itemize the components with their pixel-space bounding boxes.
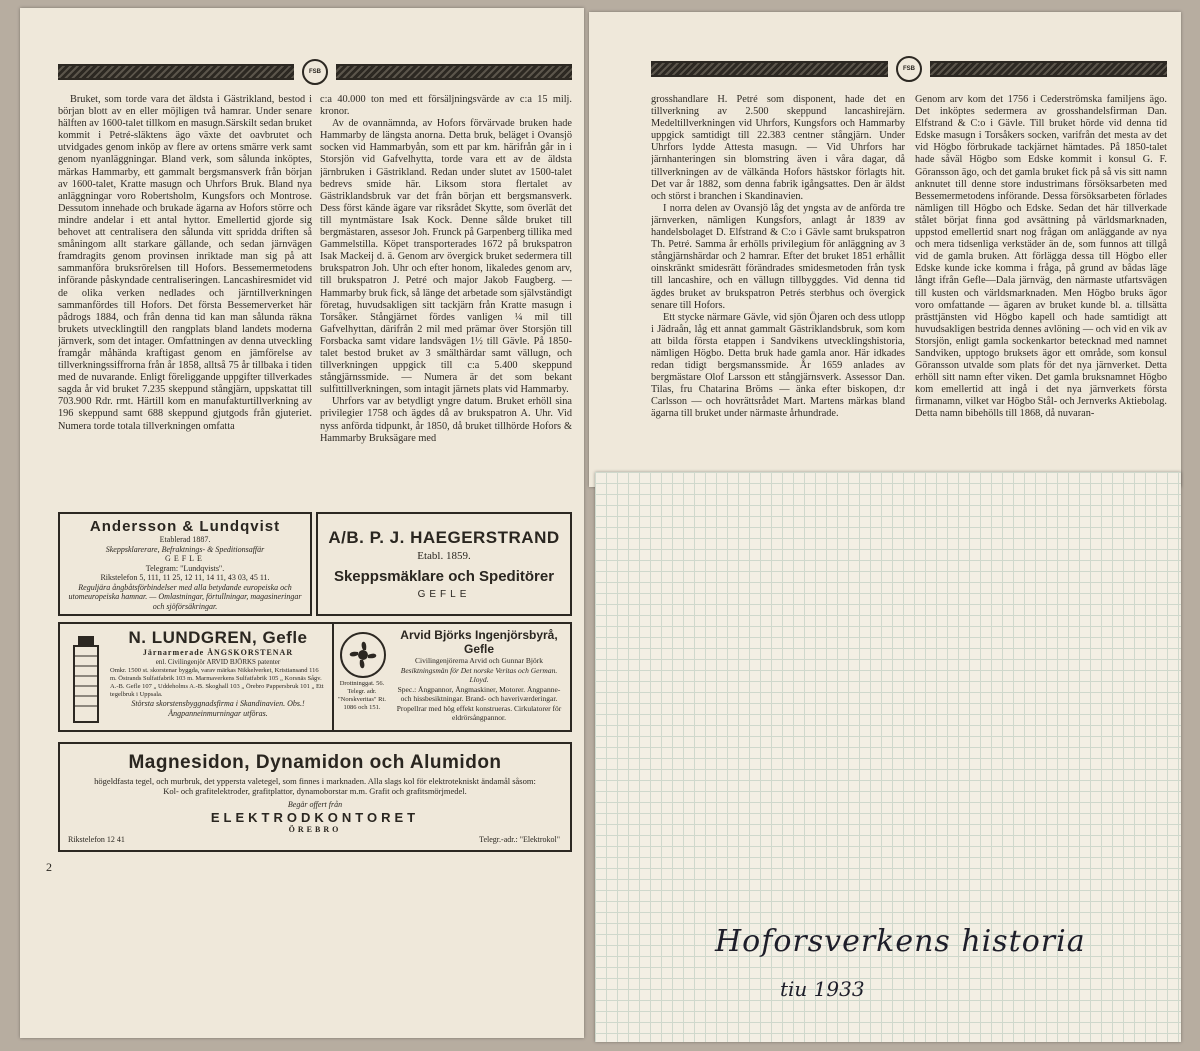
- ad-city: GEFLE: [417, 589, 471, 600]
- ad-city: GEFLE: [165, 554, 205, 563]
- page-number: 2: [46, 860, 52, 874]
- fsb-seal-icon: FSB: [896, 56, 922, 82]
- ad-telegram: Telegr.-adr.: "Elektrokol": [479, 834, 560, 844]
- ad-established: Etabl. 1859.: [417, 550, 471, 562]
- ad-elektrodkontoret: [58, 742, 572, 852]
- ad-slogan: Största skorstensbyggnadsfirma i Skandinavien. Obs.! Ångpanneinmurningar utföras.: [131, 699, 305, 718]
- handwritten-date: tiu 1933: [780, 977, 865, 1001]
- left-col-2: [320, 94, 572, 508]
- ad-company: ELEKTRODKONTORET: [210, 809, 420, 825]
- ad-subtitle: Järnarmerade ÅNGSKORSTENAR: [142, 648, 294, 657]
- ad-title: Andersson & Lundqvist: [89, 518, 281, 535]
- ad-trade: Skeppsmäklare och Speditörer: [333, 568, 555, 585]
- left-col-1: [58, 94, 312, 508]
- ad-owners: Civilingenjörerna Arvid och Gunnar Björk: [415, 656, 543, 665]
- paragraph: Ett stycke närmare Gävle, vid sjön Öjaren och dess utlopp i Jädraån, låg ett annat gammalt Gästriklandsbruk, som kom att bilda första etappen i Sandvikens utvecklingshistoria, nämligen Högbo. Detta bruk hade gamla anor. Här idkades redan tidigt bergsmanssmide. År 1659 anlades av bergmästare Olof Larsson ett stångjärnsverk. Assessor Dan. Tilas, fru Chatarina Bröms — änka efter biskopen, d:r Carlsson — och hovrättsrådet Mart. Martens märkas bland ägarna till bruket under närmaste århundrade.: [651, 311, 905, 420]
- header-ornament: [651, 60, 1167, 78]
- paragraph: grosshandlare H. Petré som disponent, hade det en tillverkning av 2.500 skeppund lancashirejärn. Medeltillverkningen vid Uhrfors, Kungsfors och Hammarby uppgick samtidigt till 22.383 centner stångjärn. Under Uhrfors lydde Attesta masugn. — Vid Uhrfors har järnhanteringen sin blomstring även i våra dagar, då tillverkningen av de välkända Hofors hästskor förlagts hit. Det var år 1882, som denna fabrik igångsattes. Den är äldst och störst i branchen i Skandinavien.: [651, 94, 905, 202]
- ad-spec: Spec.: Ångpannor, Ångmaskiner, Motorer. Ångpanne- och hissbesiktningar. Brand- och haveriværderingar. Propellrar med hög effekt konstrueras. Cirkulatorer för eldrörsångpannor.: [396, 684, 562, 722]
- ad-description: högeldfasta tegel, och murbruk, det yppersta valetegel, som finnes i marknaden. Alla slags kol för elektrotekniskt ändamål såsom: Kol- och grafitelektroder, grafitplattor, dynamoborstar m.m. Grafit och grafitsmörjmedel.: [94, 776, 536, 796]
- right-col-1: [651, 94, 905, 480]
- handwritten-title: Hoforsverkens historia: [715, 924, 1086, 959]
- ad-andersson-lundqvist: [58, 512, 312, 616]
- paragraph: Uhrfors var av betydligt yngre datum. Bruket erhöll sina privilegier 1758 och ägdes då av brukspatron A. Uhr. Vid nyss anförda tidpunkt, år 1850, då bruket tillhörde Hofors & Hammarby Bruksägare med: [320, 396, 572, 444]
- ad-address: Drottninggat. 56. Telegr. adr. "Norskveritas" Rt. 1086 och 151.: [338, 680, 386, 711]
- graph-paper-sheet: [595, 472, 1181, 1042]
- paragraph: Av de ovannämnda, av Hofors förvärvade bruken hade Hammarby de längsta anorna. Detta bruk, beläget i Ovansjö socken vid Hammarbyån, som ett par km. härifrån går in i Storsjön vid Gafvelhytta, torde vara ett av de äldsta järnbruken i Gästrikland. Redan under slutet av 1500-talet bedrevs smide här. Liksom stora flertalet av Gästriklandsbruk var det från början ett bergsmansverk. Dess först kände ägare var riksrådet Skytte, som överlät det till myntmästare Isak Kock. Denne sålde bruket till bergmästaren, assesor Joh. Frunck på Garpenberg tillika med Gammelstilla. Köpet transporterades 1672 på brukspatron Isak Mackeij d. ä. Genom arv övergick bruket sedermera till brukspatron Joh. Uhr och efter honom, likaledes genom arv, till brukspatron J. Petré och major Jakob Faugberg. — Hammarby bruk fick, så länge det arbetade som självständigt företag, huvudsakligen sitt tackjärn från Kratte masugn i Torsåker. Stångjärnet fördes vanligen ¼ mil till Gafvelhyttan, därifrån 2 mil med prämar över Storsjön till Forsbacka samt vidare landsvägen 1½ till Gävle. På 1850-talet bestod bruket av 3 smälthärdar samt vällugn, och tillverkningen uppgick till c:a 5.400 skeppund stångjärnssmide. — Numera är det som bekant sulfittillverkningen, som intagit järnets plats vid Hammarby.: [320, 118, 572, 396]
- ad-title: N. LUNDGREN, Gefle: [128, 628, 308, 647]
- ad-phone: Rikstelefon 12 41: [68, 834, 125, 844]
- ad-established: Etablerad 1887.: [159, 535, 211, 544]
- ad-headline: Magnesidon, Dynamidon och Alumidon: [128, 752, 502, 773]
- ad-phones: Rikstelefon 5, 111, 11 25, 12 11, 14 11, 43 03, 45 11.: [100, 573, 270, 582]
- paragraph: Bruket, som torde vara det äldsta i Gästrikland, bestod i början blott av en eller möjligen två hamrar. Under senare hälften av 1600-talet tillkom en masugn.Särskilt sedan bruket kommit i Petré-släktens ägo växte det oavbrutet och utvidgades genom inköp av flere av ortens smärre verk samt genom nyanläggningar. Bland verk, som sålunda inköptes, märkas Hammarby, ett gammalt bergsmansverk från början av 1600-talet, Kratte masugn och Uhrfors Bruk. Bland nya anläggningar voro Robertsholm, Kungsfors och Montrose. Dessutom innehade och brukade ägarna av Hofors större och mindre andelar i ett antal hyttor. Emellertid gjorde sig behovet att centralisera den sålunda vitt spridda driften så småningom allt starkare gällande, och sedan järnvägen framdragits genom provinsen inriktade man sig på att sammanföra bruksrörelsen till Hofors. Bessemermetodens införande påskyndade centraliseringen. Lancashiresmidet vid de olika verken nedlades och järntillverkningen sammanfördes till Hofors. Det första Bessemerverket här pådrogs 1884, och från denna tid kan man sålunda räkna brukets utvecklingtill den rangplats bland landets moderna järnverk, som det intager. Omfattningen av denna utveckling framgår måhända kraftigast genom en jämförelse av tillverkningssiffrorna från år 1858, alltså 75 år tillbaka i tiden med de nuvarande. Enligt föreliggande uppgifter tillverkades sagda år vid bruket 7.235 skeppund stångjärn, uppskattat till 703.900 Rdr. rmt. Härtill kom en manufakturtillverkning av 196 skeppund samt 688 skeppund gjutgods från gjuteriet. Numera torde totala tillverkningen omfatta: [58, 94, 312, 432]
- ad-trade: Skeppsklarerare, Befraktnings- & Speditionsaffär: [105, 544, 265, 554]
- ad-telegram: Telegram: "Lundqvists".: [145, 563, 225, 573]
- ad-title: A/B. P. J. HAEGERSTRAND: [328, 528, 560, 547]
- ad-lundgren-bjork: [58, 622, 572, 732]
- ad-haegerstrand: [316, 512, 572, 616]
- ad-patent: enl. Civilingenjör ARVID BJÖRKS patenter: [155, 657, 281, 666]
- paragraph: c:a 40.000 ton med ett försäljningsvärde av c:a 15 milj. kronor.: [320, 94, 572, 118]
- right-page: [589, 12, 1181, 487]
- paragraph: Genom arv kom det 1756 i Cederströmska familjens ägo. Det inköptes sedermera av grosshandelsfirman Dan. Elfstrand & C:o i Gävle. Till bruket hörde vid denna tid Edske masugn i Torsåkers socken, varifrån det mesta av det vid Högbo förbrukade tackjärnet hämtades. På 1850-talet hade såväl Högbo som Edske kommit i konsul G. F. Göransson ägo, och det gamla bruket fick på så vis sitt namn anknutet till denne store industrimans försöksarbeten med Bessemermetodens införande. Dessa försöksarbeten förlades nämligen till Högbo och Edske. Sedan det här tillverkade stålet börjat finna god avsättning på världsmarknaden, uppstod emellertid snart nog frågan om anläggande av nya och mera tidsenliga verkstäder än de, som funnos att tillgå vid de gamla bruken. Att förlägga dessa till Högbo eller Edske kunde icke komma i fråga, på grund av bådas läge långt ifrån Gefle—Dala järnväg, den närmaste utfartsvägen till kusten och världsmarknaden. Men Högbo bruks ägor voro omfattande — ägaren av bruket kunde bl. a. tillsätta prästtjänsten vid Högbo kapell och hade samtidigt att huvudsakligen bestrida dennes avlöning — och vid en vik av Storsjön, enligt gamla sockenkartor betecknad med namnet Sandviken, upptogo bruksets ägor ett område, som konsul Göransson utvalde som plats för det nya järnverket. Detta erhöll sitt namn efter viken. Det gamla bruksnamnet Högbo kom emellertid att ingå i det nya järnverkets första firmanamn, vilket var Högbo Stål- och Jernverks Aktiebolag. Detta namn bibehölls till 1868, då nuvaran-: [915, 94, 1167, 420]
- ad-request: Begär offert från: [287, 800, 343, 809]
- propeller-icon: [340, 632, 386, 678]
- fsb-seal-icon: FSB: [302, 59, 328, 85]
- right-col-2: [915, 94, 1167, 480]
- ad-list: Omkr. 1500 st. skorstenar byggda, varav märkas Nikkelverket, Kristiansand 116 m. Östrands Sulfatfabrik 103 m. Marmaverkens Sulfatfabrik 105 „ Korsnäs Sågv. A.-B. Gefle 107 „ Uddeholms A.-B. Skoghall 103 „ Örebro Pappersbruk 101 „ Ett tegelbruk i Uppsala.: [110, 667, 324, 698]
- ad-description: Reguljära ångbåtsförbindelser med alla betydande europeiska och utomeuropeiska hamnar. — Omlastningar, förtullningar, magasineringar och sjöförsäkringar.: [68, 582, 302, 611]
- paragraph: I norra delen av Ovansjö låg det yngsta av de anförda tre järnverken, nämligen Kungsfors, anlagt år 1839 av handelsbolaget D. Elfstrand & C:o i Gävle samt brukspatron Th. Petré. Samma år erhölls privilegium för anläggning av 3 stångjärnshärdar och 2 hamrar. Efter det bruket 1851 erhållit oinskränkt smidesrätt förändrades smidesmetoden från tysk till lancashire, och en vällugn tillbyggdes. Vid denna tid ägdes bruket av brukspatron Petrés sterbhus och övergick senare till Hofors.: [651, 202, 905, 311]
- header-ornament: [58, 63, 572, 81]
- chimney-icon: [68, 632, 104, 724]
- ad-role: Besiktningsmän för Det norske Veritas och German. Lloyd.: [400, 665, 558, 684]
- ad-title: Arvid Björks Ingenjörsbyrå, Gefle: [400, 628, 558, 656]
- ad-city: ÖREBRO: [288, 824, 342, 834]
- left-page: [20, 8, 584, 1038]
